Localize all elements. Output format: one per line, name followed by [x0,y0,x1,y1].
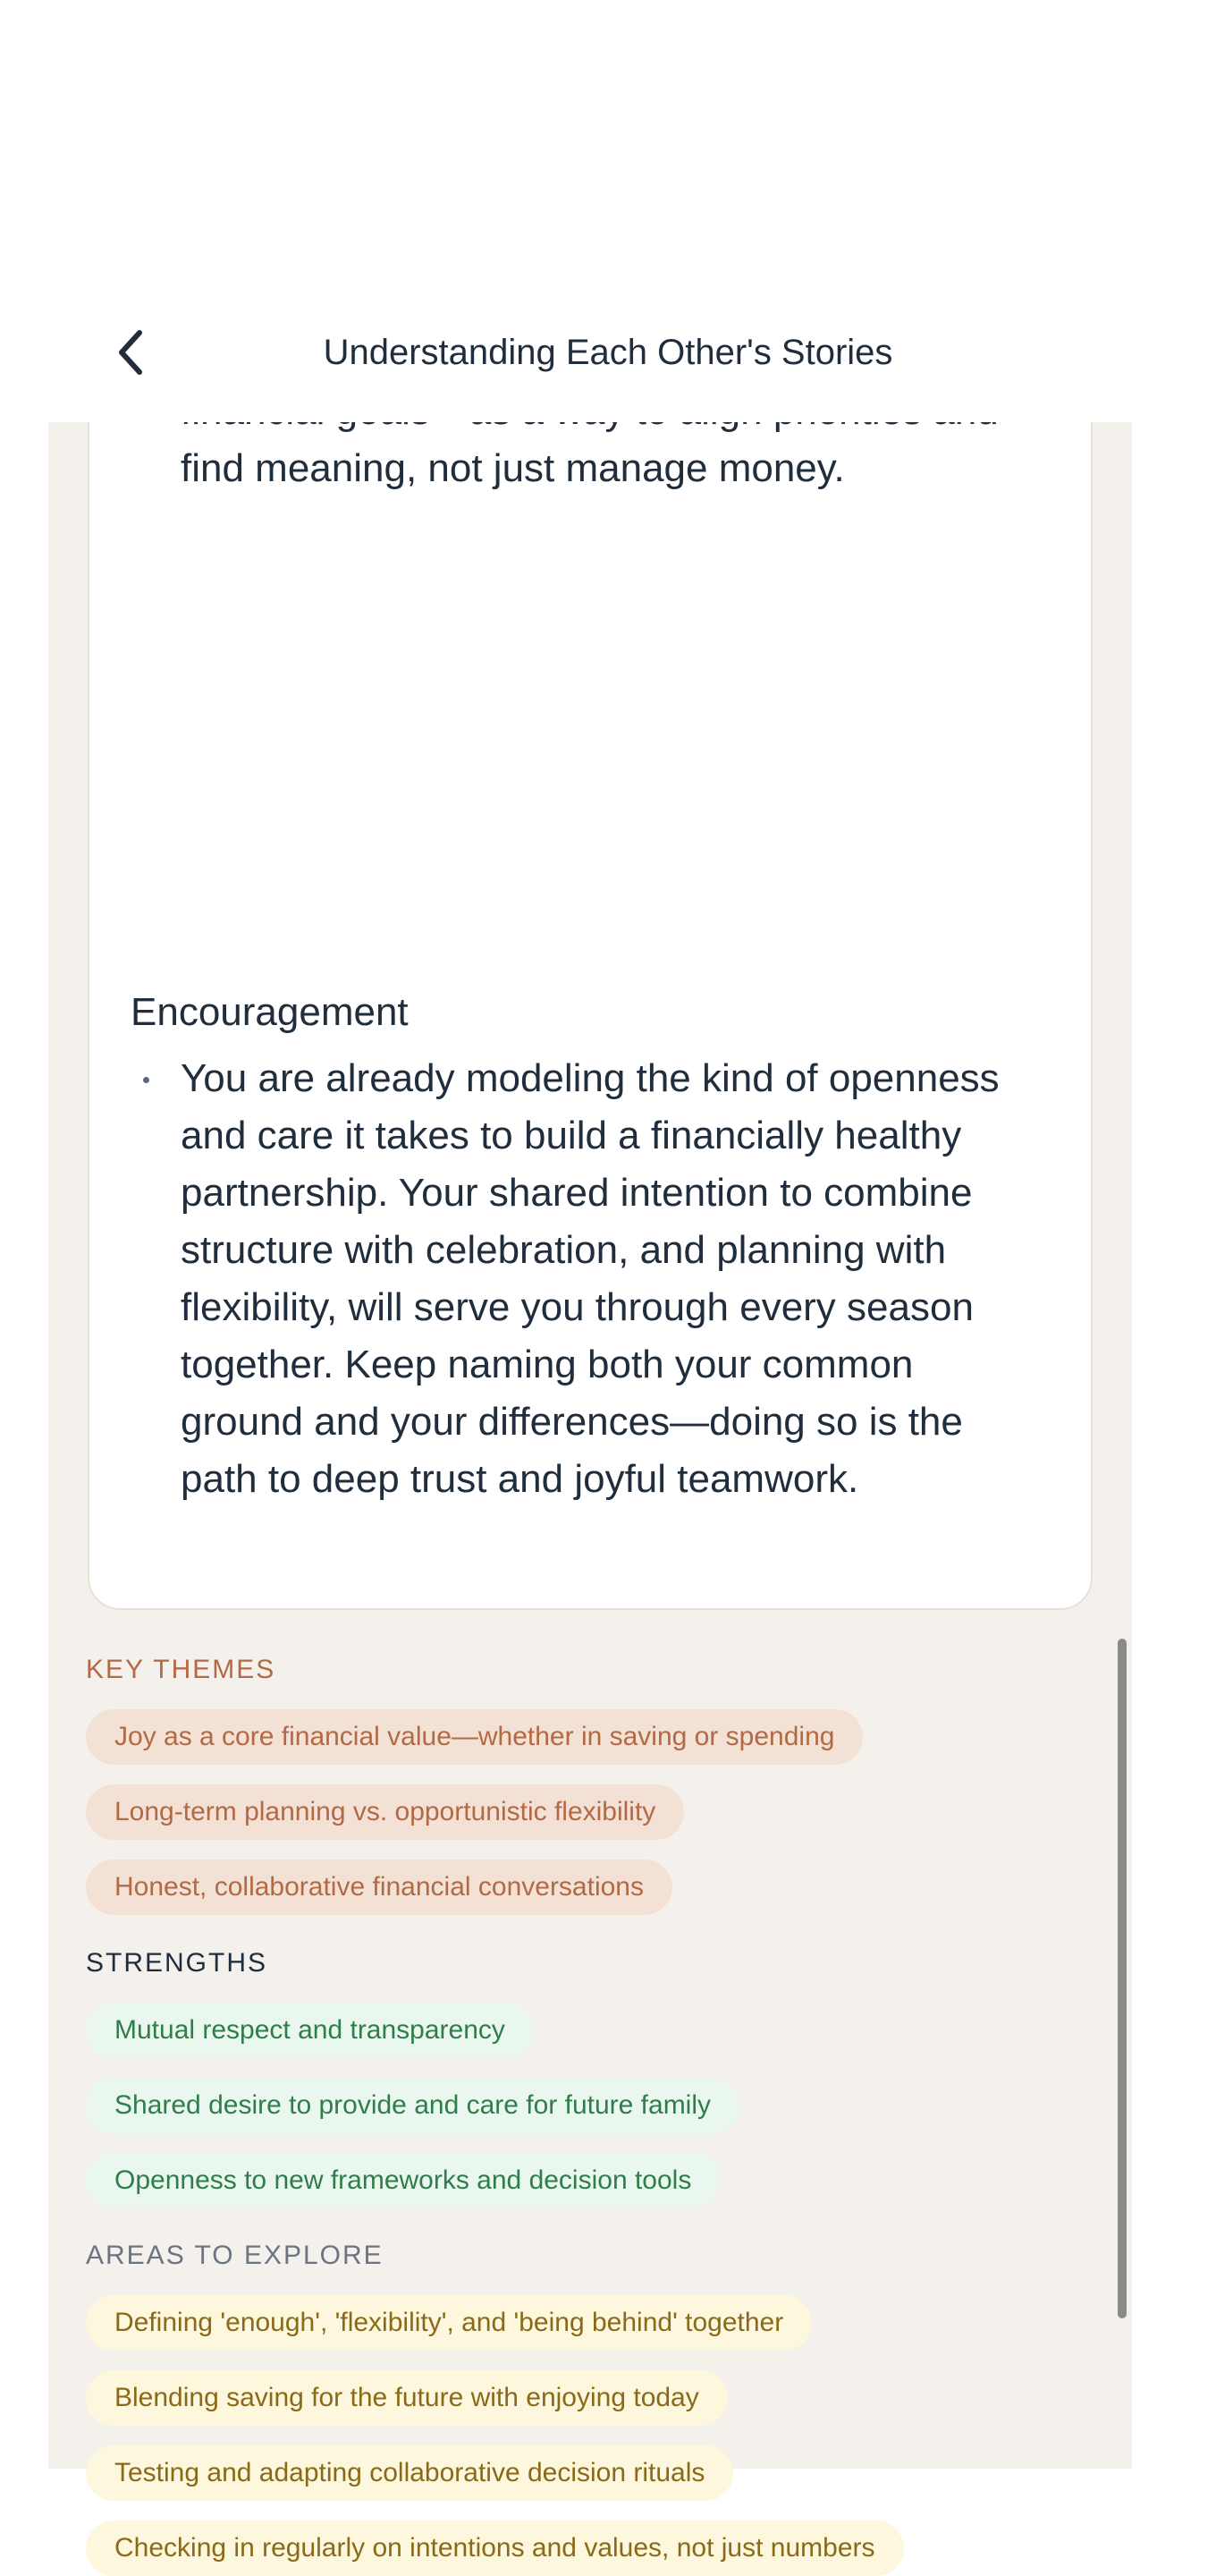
encouragement-line: structure with celebration, and planning with [181,1228,947,1272]
strength-chip: Mutual respect and transparency [86,2003,534,2058]
encouragement-line: flexibility, will serve you through every season [181,1285,974,1329]
encouragement-line: and care it takes to build a financially healthy [181,1114,962,1157]
explore-chip: Testing and adapting collaborative decision rituals [86,2445,733,2501]
theme-chip: Honest, collaborative financial conversations [86,1860,672,1915]
encouragement-heading: Encouragement [131,990,409,1034]
encouragement-line: You are already modeling the kind of openness [181,1056,1000,1100]
scroll-content[interactable] [48,422,1132,2563]
top-navigation-bar [0,0,1180,422]
encouragement-line: ground and your differences—doing so is the [181,1400,963,1444]
strengths-label: STRENGTHS [86,1948,268,1978]
summary-card [88,386,1093,1610]
explore-chip: Blending saving for the future with enjoying today [86,2370,728,2426]
explore-chip: Defining 'enough', 'flexibility', and 'being behind' together [86,2295,812,2351]
strength-chip: Openness to new frameworks and decision tools [86,2153,720,2208]
encouragement-text [181,1050,1039,1508]
explore-chip: Checking in regularly on intentions and values, not just numbers [86,2521,904,2576]
paragraph-line: find meaning, not just manage money. [181,446,845,490]
key-themes-label: KEY THEMES [86,1655,276,1684]
encouragement-line: partnership. Your shared intention to combine [181,1171,973,1215]
areas-to-explore-label: AREAS TO EXPLORE [86,2241,384,2270]
strength-chip: Shared desire to provide and care for future family [86,2078,739,2133]
bullet-dot [143,1077,149,1083]
encouragement-line: together. Keep naming both your common [181,1343,914,1386]
scrollbar[interactable] [1118,1639,1127,2318]
theme-chip: Long-term planning vs. opportunistic flexibility [86,1784,684,1840]
page-title: Understanding Each Other's Stories [323,333,893,372]
encouragement-line: path to deep trust and joyful teamwork. [181,1457,859,1501]
theme-chip: Joy as a core financial value—whether in saving or spending [86,1709,863,1765]
